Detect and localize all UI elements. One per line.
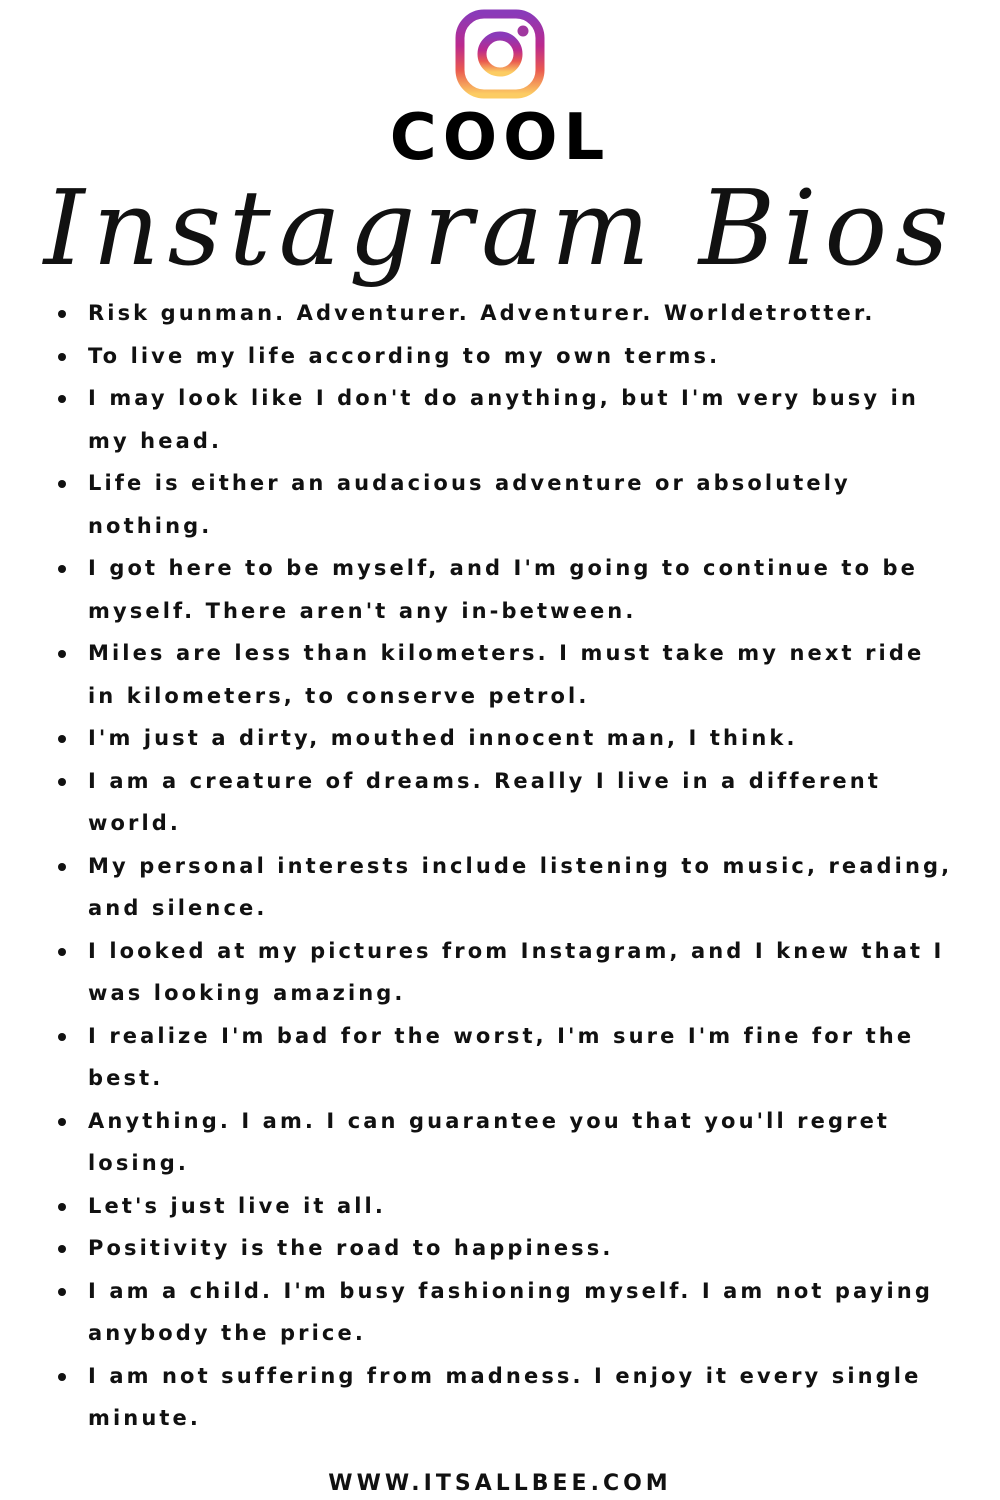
bullet-dot bbox=[58, 310, 66, 318]
bio-text: I am a child. I'm busy fashioning myself. I am not paying anybody the price. bbox=[88, 1278, 933, 1345]
bio-text: My personal interests include listening to music, reading, and silence. bbox=[88, 853, 953, 920]
bullet-dot bbox=[58, 650, 66, 658]
bio-text: To live my life according to my own terms. bbox=[88, 343, 721, 368]
bio-item bbox=[0, 377, 1000, 462]
footer-url[interactable]: WWW.ITSALLBEE.COM bbox=[328, 1471, 672, 1496]
bio-list bbox=[0, 292, 1000, 1440]
bio-item bbox=[0, 930, 1000, 1015]
bio-text: I may look like I don't do anything, but I'm very busy in my head. bbox=[88, 386, 919, 453]
bio-item bbox=[0, 1015, 1000, 1100]
bullet-dot bbox=[58, 948, 66, 956]
bio-item bbox=[0, 462, 1000, 547]
bio-text: Positivity is the road to happiness. bbox=[88, 1236, 614, 1260]
bio-text: I'm just a dirty, mouthed innocent man, I think. bbox=[88, 726, 798, 750]
bullet-dot bbox=[58, 1245, 66, 1253]
bio-item bbox=[0, 1270, 1000, 1355]
bullet-dot bbox=[58, 1033, 66, 1041]
bullet-dot bbox=[58, 1118, 66, 1126]
bullet-dot bbox=[58, 480, 66, 488]
bio-item bbox=[0, 1185, 1000, 1228]
bullet-dot bbox=[58, 353, 66, 361]
bio-item bbox=[0, 760, 1000, 845]
instagram-logo-icon bbox=[454, 8, 546, 100]
bullet-dot bbox=[58, 1373, 66, 1381]
bio-text: Life is either an audacious adventure or absolutely nothing. bbox=[88, 471, 851, 538]
title-instagram-bios: Instagram Bios bbox=[43, 167, 957, 289]
bio-item bbox=[0, 292, 1000, 335]
bio-text: I looked at my pictures from Instagram, and I knew that I was looking amazing. bbox=[88, 938, 945, 1005]
bullet-dot bbox=[58, 735, 66, 743]
bio-text: Miles are less than kilometers. I must take my next ride in kilometers, to conserve petrol. bbox=[88, 641, 925, 708]
title-cool: COOL bbox=[389, 101, 611, 175]
bio-item bbox=[0, 1355, 1000, 1440]
bio-item bbox=[0, 335, 1000, 378]
bio-item bbox=[0, 1227, 1000, 1270]
bio-item bbox=[0, 547, 1000, 632]
bio-text: Anything. I am. I can guarantee you that you'll regret losing. bbox=[88, 1108, 891, 1175]
bio-item bbox=[0, 845, 1000, 930]
bullet-dot bbox=[58, 565, 66, 573]
bullet-dot bbox=[58, 395, 66, 403]
bullet-dot bbox=[58, 778, 66, 786]
bio-text: I am not suffering from madness. I enjoy it every single minute. bbox=[88, 1363, 922, 1430]
bio-text: Risk gunman. Adventurer. Adventurer. Worldetrotter. bbox=[88, 301, 876, 325]
bio-item bbox=[0, 632, 1000, 717]
bio-text: I am a creature of dreams. Really I live in a different world. bbox=[88, 768, 881, 835]
bio-item bbox=[0, 717, 1000, 760]
bio-item bbox=[0, 1100, 1000, 1185]
bullet-dot bbox=[58, 1288, 66, 1296]
bio-text: Let's just live it all. bbox=[88, 1193, 386, 1218]
bullet-dot bbox=[58, 863, 66, 871]
bullet-dot bbox=[58, 1203, 66, 1211]
bio-text: I got here to be myself, and I'm going to continue to be myself. There aren't any in-between. bbox=[88, 556, 918, 623]
bio-text: I realize I'm bad for the worst, I'm sure I'm fine for the best. bbox=[88, 1023, 915, 1090]
